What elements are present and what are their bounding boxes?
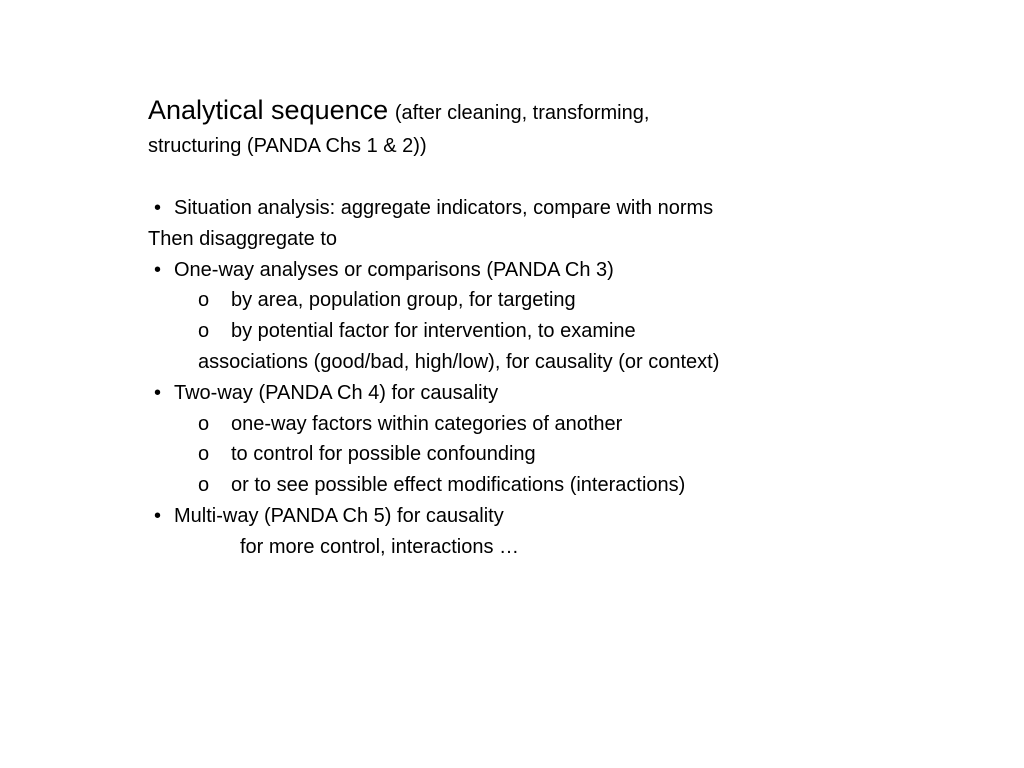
sub-bullet-confounding <box>148 439 908 470</box>
title-subtitle: (after cleaning, transforming, <box>394 102 650 124</box>
sub-bullet-text: one-way factors within categories of another <box>231 412 623 435</box>
bullet-two-way <box>148 378 908 409</box>
bullet-marker: • <box>154 504 162 527</box>
bullet-marker: • <box>154 258 162 281</box>
sub-bullet-marker: o <box>198 474 210 497</box>
bullet-situation-analysis <box>148 193 908 224</box>
sub-bullet-effect-modifications <box>148 470 908 501</box>
bullet-marker: • <box>154 197 162 219</box>
title-main: Analytical sequence <box>148 95 389 125</box>
multi-way-continuation: for more control, interactions … <box>240 535 519 558</box>
title-continuation: structuring (PANDA Chs 1 & 2)) <box>148 135 427 157</box>
sub-bullet-text: by potential factor for intervention, to examine <box>231 320 636 343</box>
bullet-one-way <box>148 255 908 286</box>
sub-bullet-marker: o <box>198 289 210 312</box>
sub-bullet-by-factor-continuation: associations (good/bad, high/low), for causality (or context) <box>198 350 720 373</box>
slide-title <box>148 92 908 131</box>
slide-content <box>148 92 908 563</box>
sub-bullet-marker: o <box>198 412 210 435</box>
bullet-marker: • <box>154 381 162 404</box>
sub-bullet-text: to control for possible confounding <box>231 443 536 466</box>
sub-bullet-marker: o <box>198 443 210 466</box>
sub-bullet-by-area <box>148 285 908 316</box>
bullet-multi-way <box>148 501 908 532</box>
bullet-text: Multi-way (PANDA Ch 5) for causality <box>174 504 504 527</box>
sub-bullet-text: by area, population group, for targeting <box>231 289 576 312</box>
sub-bullet-by-factor <box>148 316 908 347</box>
sub-bullet-text: or to see possible effect modifications (interactions) <box>231 474 686 497</box>
sub-bullet-marker: o <box>198 320 210 343</box>
bullet-text: Two-way (PANDA Ch 4) for causality <box>174 381 499 404</box>
sub-bullet-one-way-factors <box>148 409 908 440</box>
bullet-text: One-way analyses or comparisons (PANDA Ch 3) <box>174 258 614 281</box>
then-disaggregate-text: Then disaggregate to <box>148 227 338 250</box>
bullet-text: Situation analysis: aggregate indicators, compare with norms <box>174 197 714 219</box>
